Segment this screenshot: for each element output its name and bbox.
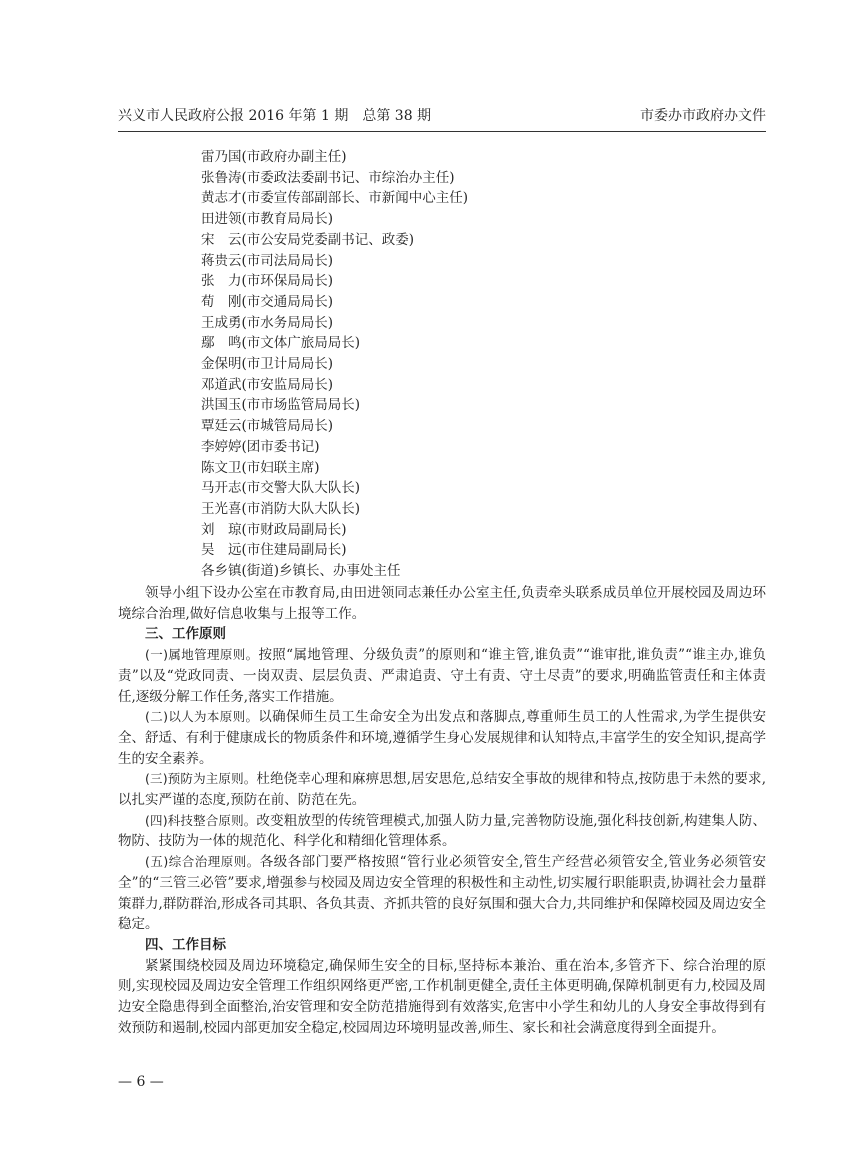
principle-paragraph	[118, 707, 766, 769]
member-item: 雷乃国(市政府办副主任)	[201, 149, 347, 165]
member-item: 黄志才(市委宣传部副部长、市新闻中心主任)	[201, 190, 469, 207]
principle-label: (一)属地管理原则。	[145, 647, 259, 663]
principle-label: (四)科技整合原则。	[145, 812, 257, 828]
member-item: 各乡镇(街道)乡镇长、办事处主任	[201, 563, 401, 580]
principle-text: 各级各部门要严格按照“管行业必须管安全,管生产经营必须管安全,管业务必须管安全”的“三管三必管”要求,增强参与校园及周边安全管理的积极性和主动性,切实履行职能职责,协调社会力量群策群力,群防群治,形成各司其职、各负其责、齐抓共管的良好氛围和强大合力,共同维护和保障校园及周边安全稳定。	[118, 854, 766, 933]
header-section: 市委办市政府办文件	[640, 108, 766, 124]
principle-text: 按照“属地管理、分级负责”的原则和“谁主管,谁负责”“谁审批,谁负责”“谁主办,谁负责”以及“党政同责、一岗双责、层层负责、严肃追责、守土有责、守土尽责”的要求,明确监管责任和主体责任,逐级分解工作任务,落实工作措施。	[118, 647, 766, 705]
principle-paragraph	[118, 852, 766, 935]
member-item: 鄢 鸣(市文体广旅局局长)	[201, 335, 361, 352]
member-item: 覃廷云(市城管局局长)	[201, 418, 334, 435]
member-item: 金保明(市卫计局局长)	[201, 356, 334, 373]
principle-paragraph	[118, 645, 766, 707]
member-item: 张鲁涛(市委政法委副书记、市综治办主任)	[201, 169, 455, 186]
member-item: 洪国玉(市市场监管局局长)	[201, 397, 361, 414]
member-item: 邓道武(市安监局局长)	[201, 376, 334, 393]
running-header	[118, 106, 766, 126]
member-item: 王光喜(市消防大队大队长)	[201, 500, 361, 517]
principle-label: (三)预防为主原则。	[145, 771, 257, 787]
principle-text: 杜绝侥幸心理和麻痹思想,居安思危,总结安全事故的规律和特点,按防患于未然的要求,以扎实严谨的态度,预防在前、防范在先。	[118, 771, 766, 809]
principle-label: (五)综合治理原则。	[145, 854, 260, 870]
member-item: 张 力(市环保局局长)	[201, 273, 334, 290]
member-item: 蒋贵云(市司法局局长)	[201, 252, 334, 269]
member-item: 李婷婷(团市委书记)	[201, 438, 320, 455]
member-item: 吴 远(市住建局副局长)	[201, 542, 347, 559]
member-item: 王成勇(市水务局局长)	[201, 314, 334, 331]
body-text	[118, 583, 766, 1038]
member-item: 荀 刚(市交通局局长)	[201, 293, 334, 310]
header-rule	[118, 131, 766, 132]
principle-paragraph	[118, 811, 766, 852]
principle-paragraph	[118, 769, 766, 810]
page-number: — 6 —	[118, 1074, 164, 1090]
section-heading-principles: 三、工作原则	[145, 626, 226, 643]
member-item: 田进领(市教育局局长)	[201, 211, 334, 228]
office-paragraph: 领导小组下设办公室在市教育局,由田进领同志兼任办公室主任,负责牵头联系成员单位开展校园及周边环境综合治理,做好信息收集与上报等工作。	[118, 585, 766, 622]
member-item: 宋 云(市公安局党委副书记、政委)	[201, 231, 415, 248]
member-item: 刘 琼(市财政局副局长)	[201, 521, 347, 538]
header-publication: 兴义市人民政府公报 2016 年第 1 期 总第 38 期	[118, 108, 432, 124]
principle-text: 改变粗放型的传统管理模式,加强人防力量,完善物防设施,强化科技创新,构建集人防、物防、技防为一体的规范化、科学化和精细化管理体系。	[118, 812, 766, 850]
principle-text: 以确保师生员工生命安全为出发点和落脚点,尊重师生员工的人性需求,为学生提供安全、舒适、有利于健康成长的物质条件和环境,遵循学生身心发展规律和认知特点,丰富学生的安全知识,提高学生的安全素养。	[118, 709, 766, 767]
goals-paragraph: 紧紧围绕校园及周边环境稳定,确保师生安全的目标,坚持标本兼治、重在治本,多管齐下、综合治理的原则,实现校园及周边安全管理工作组织网络更严密,工作机制更健全,责任主体更明确,保障机制更有力,校园及周边安全隐患得到全面整治,治安管理和安全防范措施得到有效落实,危害中小学生和幼儿的人身安全事故得到有效预防和遏制,校园内部更加安全稳定,校园周边环境明显改善,师生、家长和社会满意度得到全面提升。	[118, 957, 766, 1036]
member-item: 马开志(市交警大队大队长)	[201, 480, 361, 497]
principle-label: (二)以人为本原则。	[145, 709, 259, 725]
member-item: 陈文卫(市妇联主席)	[201, 459, 320, 476]
section-heading-goals: 四、工作目标	[145, 936, 226, 953]
member-list	[201, 147, 468, 582]
